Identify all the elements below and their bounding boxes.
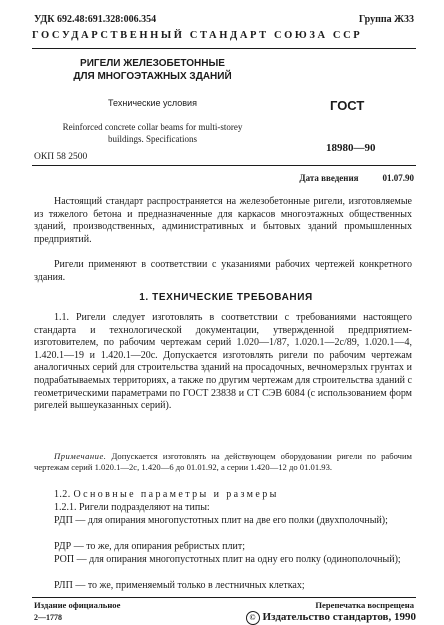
document-title-line2: ДЛЯ МНОГОЭТАЖНЫХ ЗДАНИЙ: [73, 71, 232, 82]
top-rule: [32, 48, 416, 49]
paragraph-1-2-1: 1.2.1. Ригели подразделяют на типы:: [54, 502, 210, 513]
subsection-title: Основные параметры и размеры: [73, 489, 279, 500]
note-text: Допускается изготовлять на действующем оборудовании ригели по рабочим чертежам серий 1.020.1—2с, 1.420—6 до 01.01.92, а серии 1.420—12 до 01.01.93.: [34, 451, 412, 472]
subsection-number: 1.2.: [54, 489, 71, 500]
standard-title: ГОСУДАРСТВЕННЫЙ СТАНДАРТ СОЮЗА ССР: [32, 30, 363, 41]
section-heading: 1. ТЕХНИЧЕСКИЕ ТРЕБОВАНИЯ: [139, 292, 313, 303]
bottom-rule: [32, 597, 416, 598]
introduction-date: [299, 173, 414, 183]
paragraph-application: Ригели применяют в соответствии с указаниями рабочих чертежей конкретного здания.: [34, 259, 412, 283]
list-item: РОП — для опирания многопустотных плит на одну его полку (одинополочный);: [54, 554, 401, 565]
subsection-heading-1-2: [34, 489, 412, 502]
introduction-date-value: 01.07.90: [382, 173, 414, 183]
list-item: РЛП — то же, применяемый только в лестничных клетках;: [54, 580, 305, 591]
middle-rule: [32, 165, 416, 166]
english-title-line2: buildings. Specifications: [108, 134, 197, 144]
okp-code: ОКП 58 2500: [34, 152, 88, 162]
publisher-name: Издательство стандартов, 1990: [262, 611, 416, 623]
document-subtitle: Технические условия: [108, 98, 197, 108]
official-edition-label: Издание официальное: [34, 600, 121, 610]
paragraph-1-1: 1.1. Ригели следует изготовлять в соответствии с требованиями настоящего стандарта и технологической документации, утвержденной предприятием-изготовителем, по рабочим чертежам серий 1.020—1/87, 1.020.1—2с/89, 1.020.1—4, 1.420.1—19 и 1.420.1—20с. Допускается изготовлять ригели по рабочим чертежам аналогичных серий для строительства зданий на просадочных, вечномерзлых грунтах и подрабатываемых территориях, а также по другим чертежам для строительства зданий с геометрическими параметрами по ГОСТ 23838 и СТ СЭВ 6084 (с использованием форм ригелей вышеуказанных серий).: [34, 312, 412, 412]
reprint-prohibited-label: Перепечатка воспрещена: [315, 600, 414, 610]
group-code: Группа Ж33: [358, 14, 414, 25]
gost-number: 18980—90: [326, 142, 376, 154]
note: [34, 451, 412, 473]
introduction-date-label: Дата введения: [299, 173, 359, 183]
publisher-copyright: [246, 611, 416, 625]
english-title-line1: Reinforced concrete collar beams for multi-storey: [62, 122, 243, 132]
paragraph-scope: Настоящий стандарт распространяется на железобетонные ригели, изготовляемые из тяжелого бетона и предназначенные для каркасов многоэтажных общественных зданий, производственных, административных и бытовых зданий промышленных предприятий.: [34, 196, 412, 245]
list-item: РДП — для опирания многопустотных плит на две его полки (двухполочный);: [54, 515, 388, 526]
document-title-line1: РИГЕЛИ ЖЕЛЕЗОБЕТОННЫЕ: [80, 58, 225, 69]
udk-code: УДК 692.48:691.328:006.354: [34, 14, 157, 25]
gost-label: ГОСТ: [330, 98, 365, 113]
note-label: Примечание.: [54, 451, 107, 461]
list-item: РДР — то же, для опирания ребристых плит;: [54, 541, 246, 552]
copyright-icon: ©: [246, 611, 260, 625]
sheet-mark: 2—1778: [34, 613, 62, 622]
